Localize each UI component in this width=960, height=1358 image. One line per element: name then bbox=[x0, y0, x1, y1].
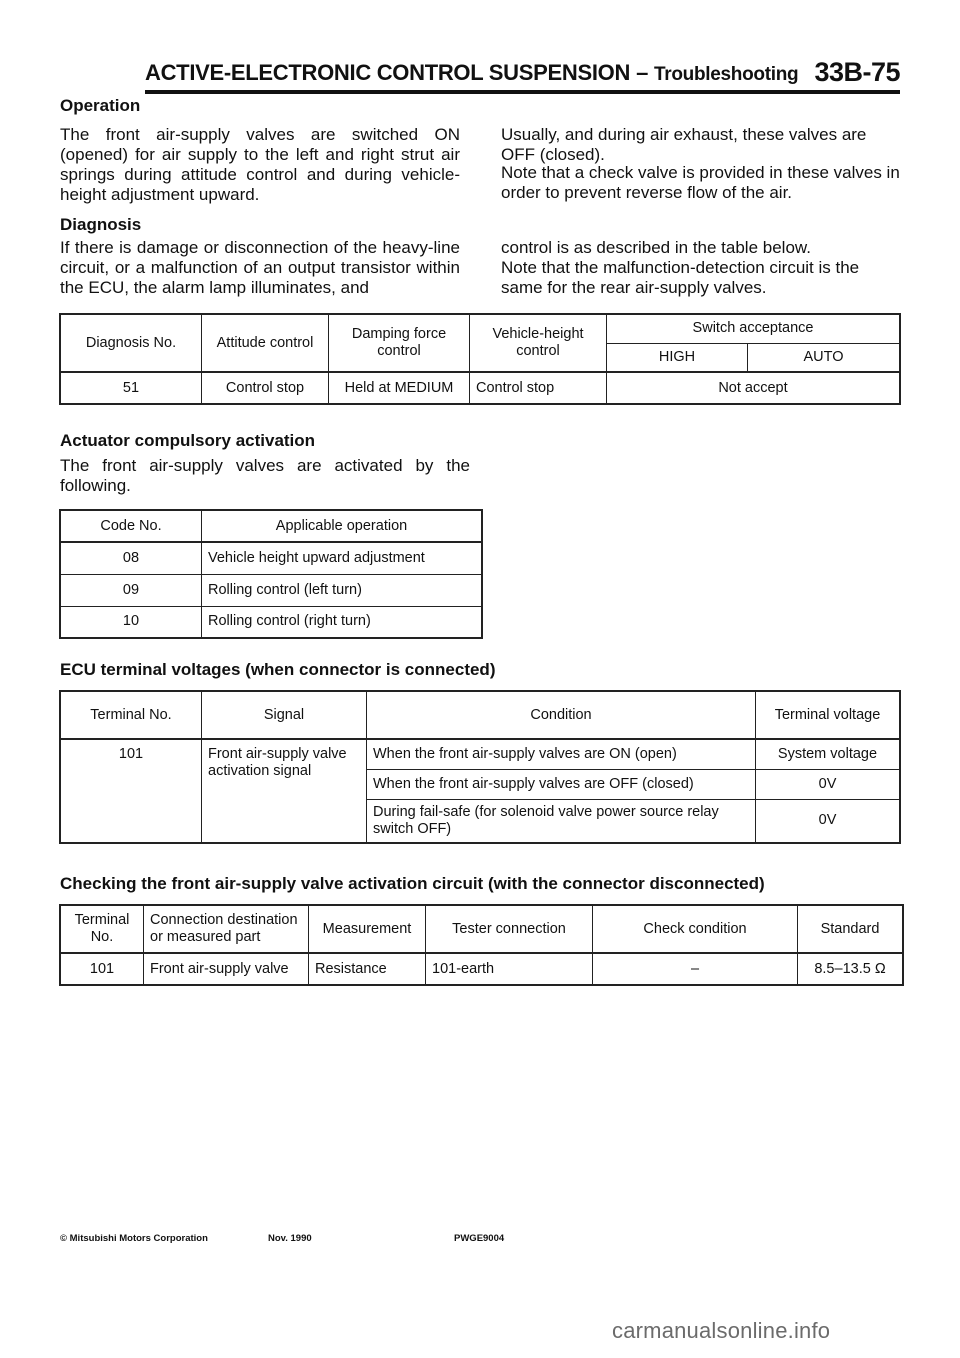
ecu-condition: When the front air-supply valves are OFF (closed) bbox=[367, 769, 756, 799]
operation-text-right-2: Note that a check valve is provided in these valves in order to prevent reverse flow of the air. bbox=[501, 163, 900, 202]
operation-heading: Operation bbox=[60, 96, 141, 115]
actuator-operation: Vehicle height upward adjustment bbox=[202, 542, 483, 574]
diag-subheader-auto: AUTO bbox=[748, 343, 901, 372]
check-cell-destination: Front air-supply valve bbox=[144, 953, 309, 985]
footer-date: Nov. 1990 bbox=[268, 1233, 312, 1244]
footer-copyright: © Mitsubishi Motors Corporation bbox=[60, 1233, 208, 1244]
check-header-condition: Check condition bbox=[593, 905, 798, 953]
operation-text-right-1: Usually, and during air exhaust, these valves are OFF (closed). bbox=[501, 125, 867, 164]
section-title-main: ACTIVE-ELECTRONIC CONTROL SUSPENSION bbox=[145, 60, 631, 85]
diagnosis-table bbox=[59, 313, 901, 405]
section-title bbox=[145, 60, 798, 86]
ecu-heading: ECU terminal voltages (when connector is connected) bbox=[60, 660, 496, 679]
check-header-tester: Tester connection bbox=[426, 905, 593, 953]
diag-header-attitude: Attitude control bbox=[202, 314, 329, 372]
section-subtitle: Troubleshooting bbox=[654, 64, 799, 85]
footer-code: PWGE9004 bbox=[454, 1233, 505, 1244]
diag-subheader-high: HIGH bbox=[607, 343, 748, 372]
diagnosis-text-left: If there is damage or disconnection of the heavy-line circuit, or a malfunction of an output transistor within the ECU, the alarm lamp illuminates, and bbox=[60, 238, 460, 297]
actuator-row bbox=[60, 574, 482, 606]
ecu-condition: When the front air-supply valves are ON (open) bbox=[367, 739, 756, 769]
diag-header-no: Diagnosis No. bbox=[60, 314, 202, 372]
diag-cell-attitude: Control stop bbox=[202, 372, 329, 404]
diagnosis-text-right-1: control is as described in the table below. bbox=[501, 238, 811, 257]
title-dash: – bbox=[636, 60, 648, 85]
check-cell-measurement: Resistance bbox=[309, 953, 426, 985]
ecu-terminal-no: 101 bbox=[60, 739, 202, 843]
ecu-condition: During fail-safe (for solenoid valve power source relay switch OFF) bbox=[367, 799, 756, 843]
actuator-operation: Rolling control (right turn) bbox=[202, 606, 483, 638]
operation-text-left: The front air-supply valves are switched ON (opened) for air supply to the left and right strut air springs during attitude control and during vehicle-height adjustment upward. bbox=[60, 125, 460, 204]
actuator-table bbox=[59, 509, 483, 639]
diag-header-switch: Switch acceptance bbox=[607, 314, 901, 343]
ecu-signal: Front air-supply valve activation signal bbox=[202, 739, 367, 843]
check-row bbox=[60, 953, 903, 985]
ecu-header-voltage: Terminal voltage bbox=[756, 691, 901, 739]
check-cell-terminal: 101 bbox=[60, 953, 144, 985]
ecu-voltage: 0V bbox=[756, 769, 901, 799]
check-header-destination: Connection destination or measured part bbox=[144, 905, 309, 953]
diag-cell-no: 51 bbox=[60, 372, 202, 404]
ecu-header-signal: Signal bbox=[202, 691, 367, 739]
check-cell-condition: – bbox=[593, 953, 798, 985]
actuator-header-code: Code No. bbox=[60, 510, 202, 542]
actuator-header-operation: Applicable operation bbox=[202, 510, 483, 542]
ecu-table bbox=[59, 690, 901, 844]
diag-cell-vehicle-height: Control stop bbox=[470, 372, 607, 404]
check-header-terminal: Terminal No. bbox=[60, 905, 144, 953]
diag-header-vehicle-height: Vehicle-height control bbox=[470, 314, 607, 372]
ecu-voltage: System voltage bbox=[756, 739, 901, 769]
actuator-code: 09 bbox=[60, 574, 202, 606]
actuator-operation: Rolling control (left turn) bbox=[202, 574, 483, 606]
actuator-row bbox=[60, 542, 482, 574]
page-header bbox=[145, 56, 900, 94]
check-cell-standard: 8.5–13.5 Ω bbox=[798, 953, 904, 985]
actuator-code: 10 bbox=[60, 606, 202, 638]
diag-cell-switch: Not accept bbox=[607, 372, 901, 404]
check-header-measurement: Measurement bbox=[309, 905, 426, 953]
ecu-header-condition: Condition bbox=[367, 691, 756, 739]
actuator-code: 08 bbox=[60, 542, 202, 574]
check-table bbox=[59, 904, 904, 986]
check-heading: Checking the front air-supply valve activation circuit (with the connector disconnected) bbox=[60, 874, 765, 893]
ecu-voltage: 0V bbox=[756, 799, 901, 843]
watermark: carmanualsonline.info bbox=[612, 1318, 831, 1343]
page-number: 33B-75 bbox=[814, 57, 900, 87]
diagnosis-heading: Diagnosis bbox=[60, 215, 142, 234]
diagnosis-text-right-2: Note that the malfunction-detection circuit is the same for the rear air-supply valves. bbox=[501, 258, 860, 297]
ecu-header-terminal: Terminal No. bbox=[60, 691, 202, 739]
check-cell-tester: 101-earth bbox=[426, 953, 593, 985]
check-header-standard: Standard bbox=[798, 905, 904, 953]
diag-cell-damping: Held at MEDIUM bbox=[329, 372, 470, 404]
actuator-row bbox=[60, 606, 482, 638]
diag-header-damping: Damping force control bbox=[329, 314, 470, 372]
actuator-heading: Actuator compulsory activation bbox=[60, 431, 316, 450]
actuator-text: The front air-supply valves are activated by the following. bbox=[60, 456, 470, 495]
